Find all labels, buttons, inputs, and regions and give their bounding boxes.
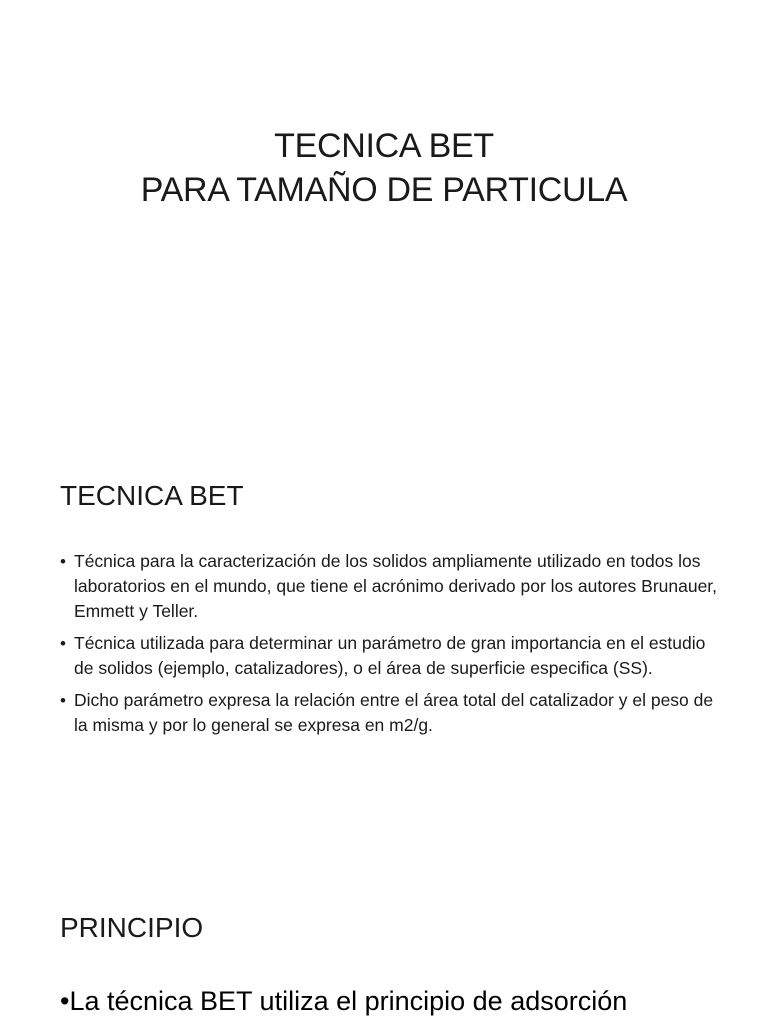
bullet-item: [60, 549, 720, 624]
bullet-item: [60, 979, 740, 1023]
principio-slide: [0, 864, 768, 1024]
title-slide: [0, 0, 768, 432]
bullet-item: [60, 688, 720, 738]
slide-heading: PRINCIPIO: [60, 912, 204, 943]
slide-heading: TECNICA BET: [60, 480, 244, 511]
bullet-item: [60, 631, 720, 681]
slide-title: [0, 124, 768, 212]
slide-title-line-2: PARA TAMAÑO DE PARTICULA: [140, 171, 628, 209]
bullet-icon: •: [60, 986, 70, 1016]
bullet-text: La técnica BET utiliza el principio de adsorción: [69, 986, 628, 1016]
bullet-text: Dicho parámetro expresa la relación entre el área total del catalizador y el peso de la misma y por lo general se expresa en m2/g.: [74, 690, 714, 735]
bullet-list: [60, 549, 720, 745]
slide-title-line-1: TECNICA BET: [274, 127, 494, 165]
bullet-icon: •: [60, 691, 66, 710]
bullet-icon: •: [60, 634, 66, 653]
bullet-text: Técnica para la caracterización de los solidos ampliamente utilizado en todos los laboratorios en el mundo, que tiene el acrónimo derivado por los autores Brunauer, Emmett y Teller.: [74, 551, 718, 621]
bullet-text: Técnica utilizada para determinar un parámetro de gran importancia en el estudio de solidos (ejemplo, catalizadores), o el área de superficie especifica (SS).: [74, 633, 706, 678]
tecnica-bet-slide: [0, 432, 768, 864]
bullet-icon: •: [60, 552, 66, 571]
